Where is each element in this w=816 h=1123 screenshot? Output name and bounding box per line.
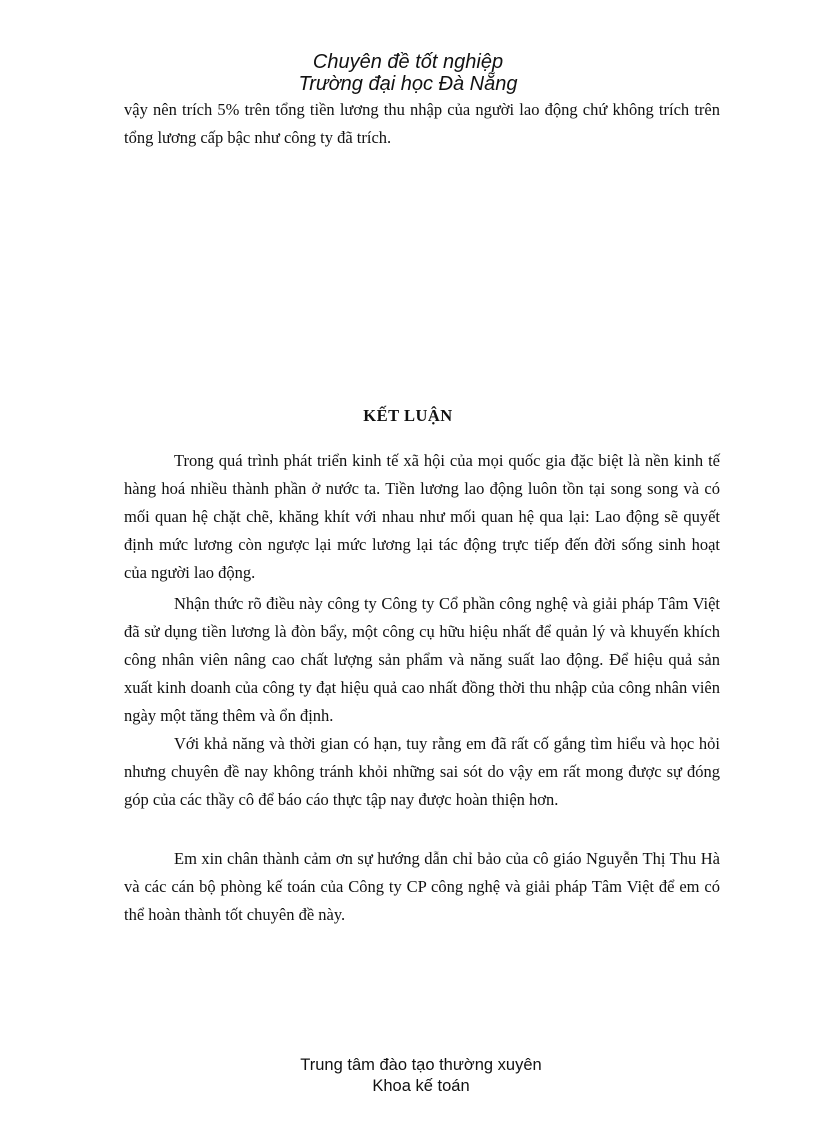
footer-department: Khoa kế toán <box>372 1077 470 1095</box>
conclusion-paragraph-1: Trong quá trình phát triển kinh tế xã hội của mọi quốc gia đặc biệt là nền kinh tế hàng hoá nhiều thành phần ở nước ta. Tiền lương lao động luôn tồn tại song song và có mối quan hệ chặt chẽ, khăng khít với nhau như mối quan hệ qua lại: Lao động sẽ quyết định mức lương còn ngược lại mức lương lại tác động trực tiếp đến đời sống sinh hoạt của người lao động. <box>124 451 720 582</box>
conclusion-paragraph-4: Em xin chân thành cảm ơn sự hướng dẫn chỉ bảo của cô giáo Nguyễn Thị Thu Hà và các cán bộ phòng kế toán của Công ty CP công nghệ và giải pháp Tâm Việt để em có thể hoàn thành tốt chuyên đề này. <box>124 849 720 924</box>
header-school: Trường đại học Đà Nẵng <box>298 73 518 95</box>
conclusion-paragraph-2: Nhận thức rõ điều này công ty Công ty Cổ phần công nghệ và giải pháp Tâm Việt đã sử dụng tiền lương là đòn bẩy, một công cụ hữu hiệu nhất để quản lý và khuyến khích công nhân viên nâng cao chất lượng sản phẩm và năng suất lao động. Để hiệu quả sản xuất kinh doanh của công ty đạt hiệu quả cao nhất đồng thời thu nhập của công nhân viên ngày một tăng thêm và ổn định. <box>124 594 720 725</box>
conclusion-paragraph-3: Với khả năng và thời gian có hạn, tuy rằng em đã rất cố gắng tìm hiểu và học hỏi nhưng chuyên đề nay không tránh khỏi những sai sót do vậy em rất mong được sự đóng góp của các thầy cô để báo cáo thực tập nay được hoàn thiện hơn. <box>124 734 720 809</box>
continuation-paragraph: vậy nên trích 5% trên tổng tiền lương thu nhập của người lao động chứ không trích trên tổng lương cấp bậc như công ty đã trích. <box>124 100 720 147</box>
conclusion-heading: KẾT LUẬN <box>363 406 453 425</box>
footer-center: Trung tâm đào tạo thường xuyên <box>300 1056 542 1074</box>
header-title: Chuyên đề tốt nghiệp <box>312 51 504 73</box>
